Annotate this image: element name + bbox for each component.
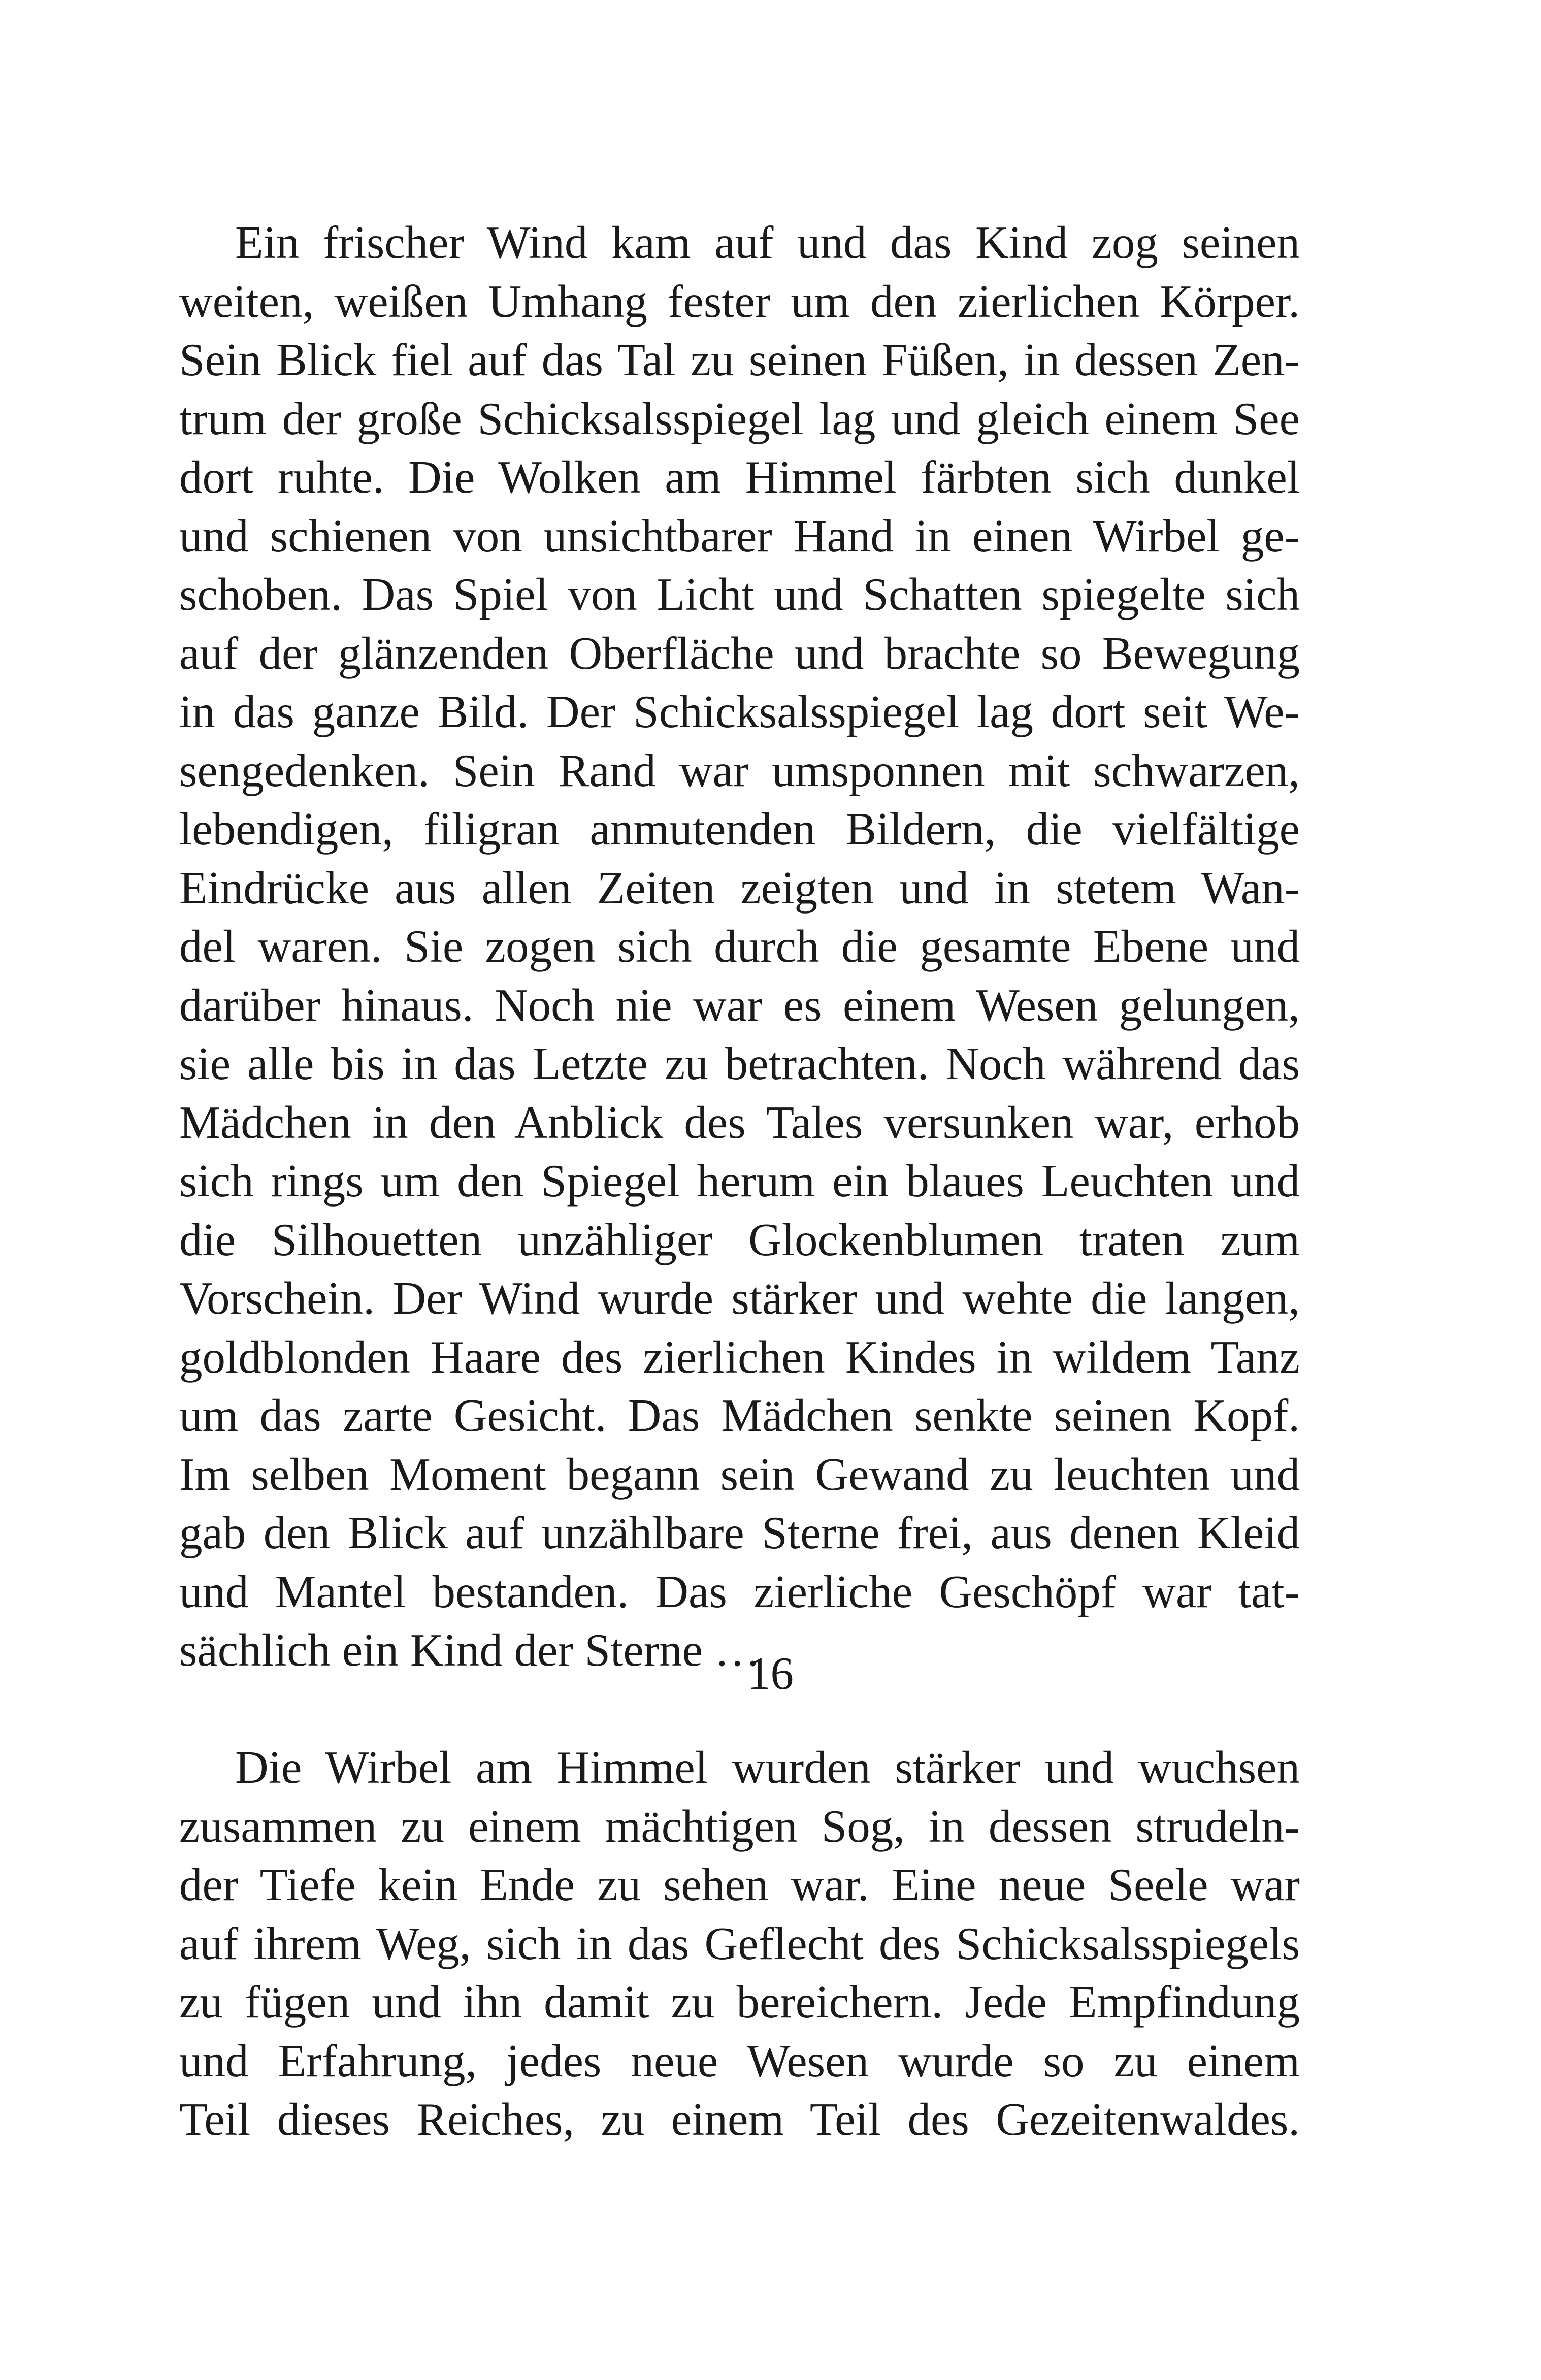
page-number: 16 <box>747 1648 794 1699</box>
text-line: trum der große Schicksalsspiegel lag und gleich einem See <box>179 393 1300 444</box>
text-line: Vorschein. Der Wind wurde stärker und wehte die langen, <box>179 1273 1300 1324</box>
text-line: Mädchen in den Anblick des Tales versunken war, erhob <box>179 1096 1300 1148</box>
text-line: Sein Blick fiel auf das Tal zu seinen Füßen, in dessen Zen- <box>179 334 1300 385</box>
text-line: Eindrücke aus allen Zeiten zeigten und in stetem Wan- <box>179 862 1300 914</box>
text-line: schoben. Das Spiel von Licht und Schatten spiegelte sich <box>179 569 1300 620</box>
text-line: sie alle bis in das Letzte zu betrachten. Noch während das <box>179 1038 1300 1089</box>
text-line: auf der glänzenden Oberfläche und brachte so Bewegung <box>179 627 1300 679</box>
text-line: weiten, weißen Umhang fester um den zierlichen Körper. <box>179 275 1300 327</box>
text-line: und Mantel bestanden. Das zierliche Geschöpf war tat- <box>179 1566 1300 1617</box>
text-line: zu fügen und ihn damit zu bereichern. Jede Empfindung <box>179 1976 1300 2028</box>
text-line: in das ganze Bild. Der Schicksalsspiegel lag dort seit We- <box>179 686 1300 737</box>
text-line: goldblonden Haare des zierlichen Kindes in wildem Tanz <box>179 1331 1300 1383</box>
text-line: und Erfahrung, jedes neue Wesen wurde so zu einem <box>179 2035 1300 2086</box>
text-line: um das zarte Gesicht. Das Mädchen senkte seinen Kopf. <box>179 1390 1300 1441</box>
text-line: Teil dieses Reiches, zu einem Teil des Gezeitenwaldes. <box>179 2094 1300 2145</box>
text-line: der Tiefe kein Ende zu sehen war. Eine neue Seele war <box>179 1859 1300 1910</box>
text-line: lebendigen, filigran anmutenden Bildern, die vielfältige <box>179 803 1300 855</box>
body-text <box>179 213 1300 2149</box>
paragraph-2 <box>179 1738 1300 2149</box>
text-line: Im selben Moment begann sein Gewand zu leuchten und <box>179 1448 1300 1500</box>
text-line: dort ruhte. Die Wolken am Himmel färbten sich dunkel <box>179 451 1300 503</box>
text-line: darüber hinaus. Noch nie war es einem Wesen gelungen, <box>179 979 1300 1031</box>
text-line: und schienen von unsichtbarer Hand in einen Wirbel ge- <box>179 510 1300 562</box>
paragraph-1 <box>179 213 1300 1680</box>
text-line: gab den Blick auf unzählbare Sterne frei, aus denen Kleid <box>179 1507 1300 1558</box>
text-line: Die Wirbel am Himmel wurden stärker und wuchsen <box>235 1742 1300 1793</box>
text-line: del waren. Sie zogen sich durch die gesamte Ebene und <box>179 921 1300 972</box>
text-line: sengedenken. Sein Rand war umsponnen mit schwarzen, <box>179 744 1300 796</box>
text-line: zusammen zu einem mächtigen Sog, in dessen strudeln- <box>179 1800 1300 1852</box>
text-line: Ein frischer Wind kam auf und das Kind zog seinen <box>235 217 1300 268</box>
text-line: auf ihrem Weg, sich in das Geflecht des Schicksalsspiegels <box>179 1917 1300 1969</box>
text-line: sächlich ein Kind der Sterne … <box>179 1624 761 1676</box>
text-line: die Silhouetten unzähliger Glockenblumen traten zum <box>179 1214 1300 1265</box>
text-line: sich rings um den Spiegel herum ein blaues Leuchten und <box>179 1155 1300 1207</box>
